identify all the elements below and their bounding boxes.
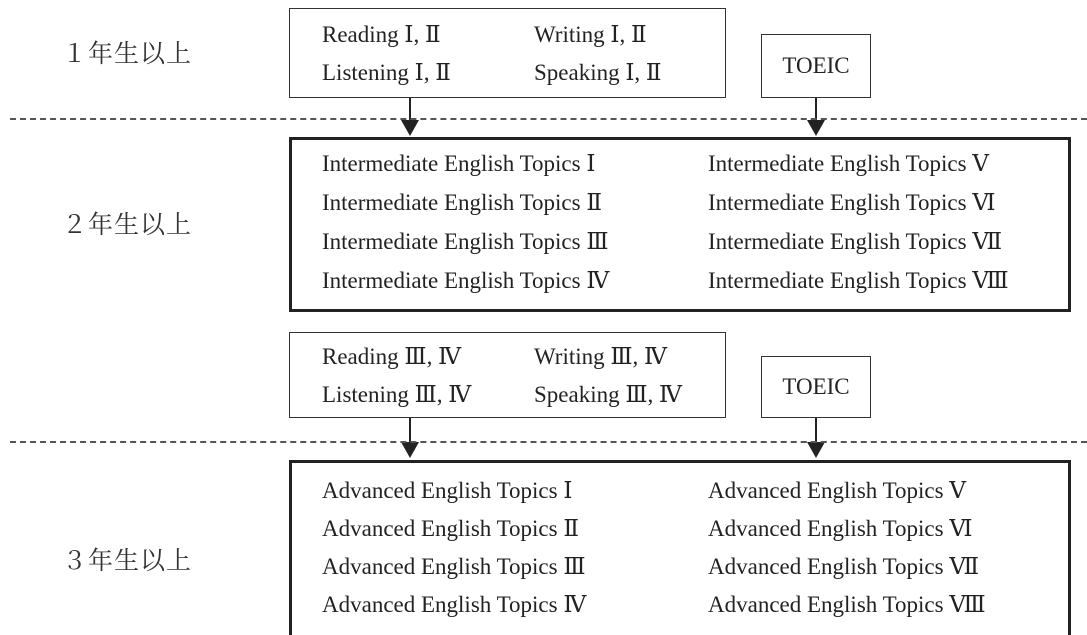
intermediate-topic-3: Intermediate English Topics Ⅲ [322,229,609,254]
year3-course-box [289,460,1071,635]
year1-skills-box [289,8,726,98]
year-label-3: ３年生以上 [62,546,193,575]
intermediate-topic-5: Intermediate English Topics Ⅴ [708,151,989,176]
arrow-head-year2-skills [401,442,419,458]
advanced-topic-3: Advanced English Topics Ⅲ [322,554,586,579]
year2-skill-reading: Reading Ⅲ, Ⅳ [322,344,462,369]
year1-skill-listening: Listening Ⅰ, Ⅱ [322,60,451,85]
year2-toeic-box [761,356,871,418]
arrow-head-year1-toeic [807,120,825,136]
advanced-topic-6: Advanced English Topics Ⅵ [708,516,973,541]
intermediate-topic-6: Intermediate English Topics Ⅵ [708,190,996,215]
arrow-head-year1-skills [401,120,419,136]
year-label-2: ２年生以上 [62,210,193,239]
year1-skill-writing: Writing Ⅰ, Ⅱ [534,22,647,47]
advanced-topic-5: Advanced English Topics Ⅴ [708,478,966,503]
year2-toeic-label: TOEIC [782,374,850,399]
arrow-head-year2-toeic [807,442,825,458]
advanced-topic-1: Advanced English Topics Ⅰ [322,478,573,503]
intermediate-topic-2: Intermediate English Topics Ⅱ [322,190,602,215]
advanced-topic-4: Advanced English Topics Ⅳ [322,592,587,617]
year2-skill-speaking: Speaking Ⅲ, Ⅳ [534,382,683,407]
year2-skill-writing: Writing Ⅲ, Ⅳ [534,344,668,369]
year-label-1: １年生以上 [62,39,193,68]
advanced-topic-2: Advanced English Topics Ⅱ [322,516,579,541]
year2-course-box [289,137,1071,312]
advanced-topic-8: Advanced English Topics Ⅷ [708,592,986,617]
intermediate-topic-1: Intermediate English Topics Ⅰ [322,151,596,176]
year1-toeic-box [761,34,871,98]
intermediate-topic-7: Intermediate English Topics Ⅶ [708,229,1003,254]
year1-skill-reading: Reading Ⅰ, Ⅱ [322,22,441,47]
year2-skill-listening: Listening Ⅲ, Ⅳ [322,382,472,407]
year1-skill-speaking: Speaking Ⅰ, Ⅱ [534,60,662,85]
year1-toeic-label: TOEIC [782,53,850,78]
intermediate-topic-8: Intermediate English Topics Ⅷ [708,268,1009,293]
year-divider-2 [10,441,1087,443]
year2-skills-box [289,332,726,418]
advanced-topic-7: Advanced English Topics Ⅶ [708,554,980,579]
intermediate-topic-4: Intermediate English Topics Ⅳ [322,268,610,293]
year-divider-1 [10,118,1087,120]
